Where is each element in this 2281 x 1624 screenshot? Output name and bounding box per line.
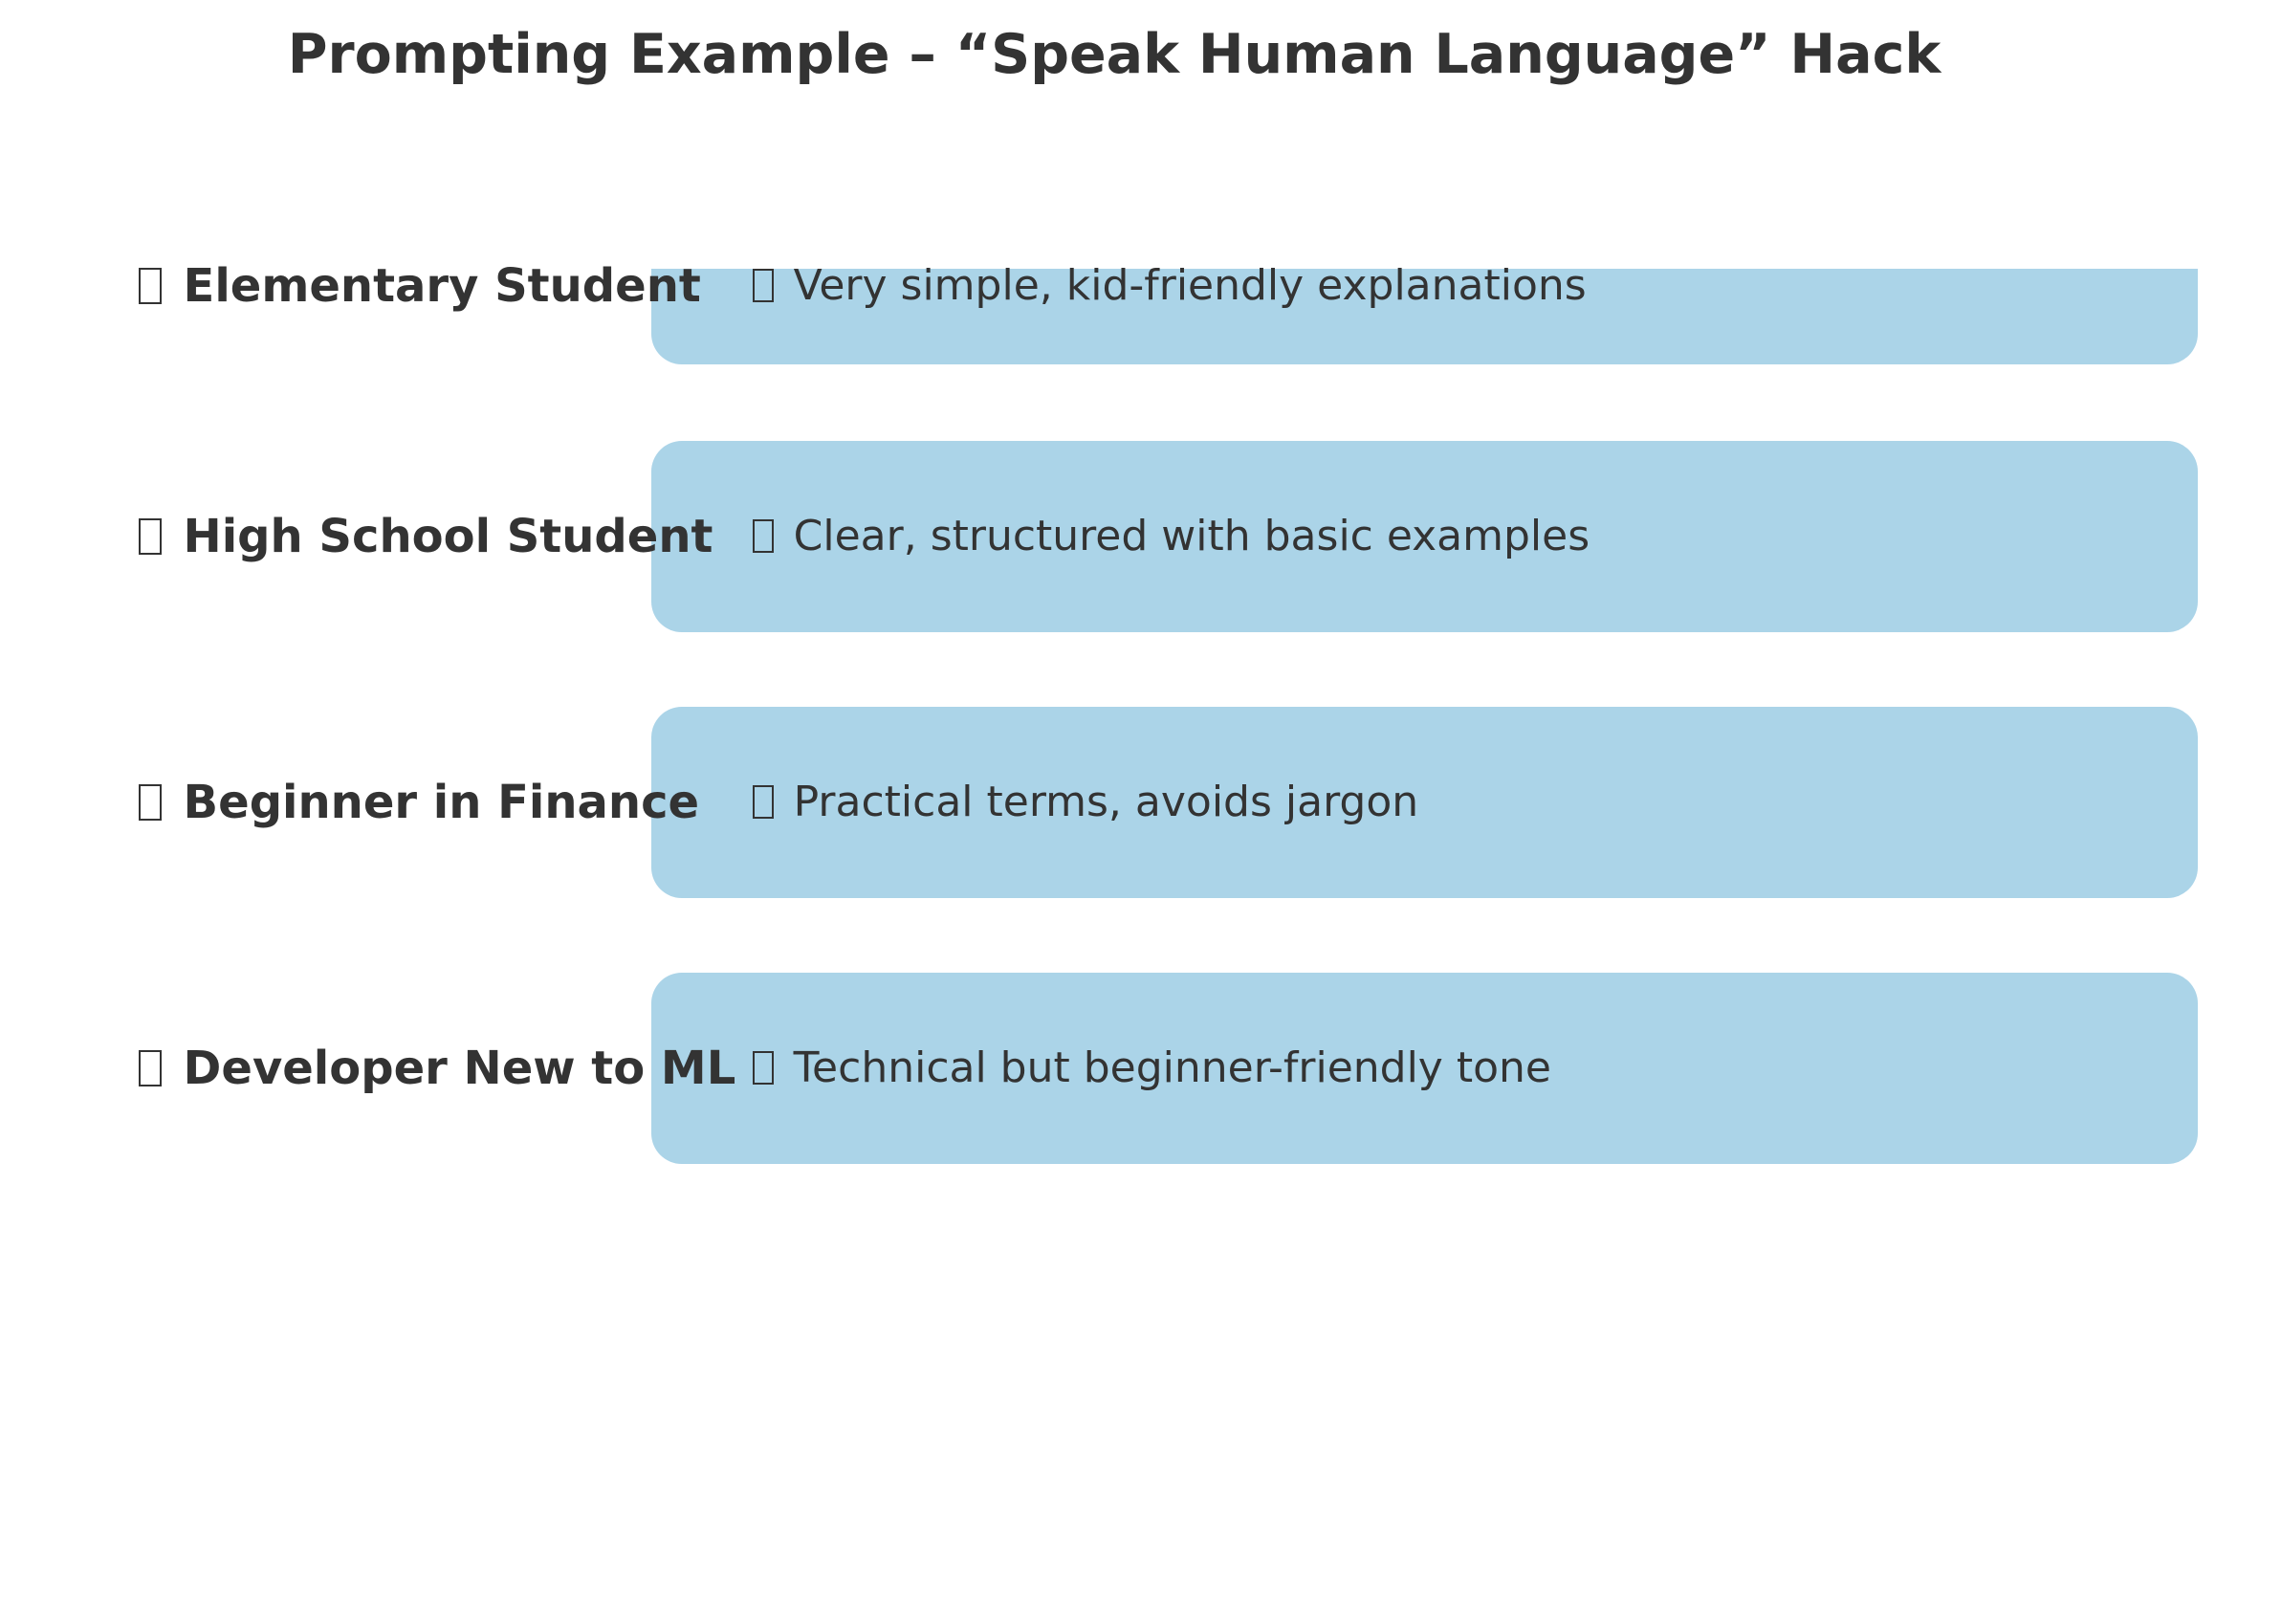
description-text: Very simple, kid-friendly explanations — [793, 261, 1587, 310]
description-text: Practical terms, avoids jargon — [793, 778, 1419, 826]
description-text: Technical but beginner-friendly tone — [793, 1043, 1551, 1092]
description-label — [753, 259, 1587, 313]
audience-label — [139, 774, 699, 831]
page-title: Prompting Example – “Speak Human Language” Hack — [287, 23, 1941, 86]
audience-row — [0, 707, 2281, 898]
audience-text: High School Student — [183, 510, 713, 563]
description-text: Clear, structured with basic examples — [793, 512, 1590, 560]
description-label — [753, 776, 1418, 829]
missing-glyph-icon — [139, 1040, 167, 1097]
description-label — [753, 510, 1590, 563]
audience-row — [0, 441, 2281, 632]
audience-row — [0, 190, 2281, 382]
missing-glyph-icon — [139, 508, 167, 565]
audience-label — [139, 508, 713, 565]
missing-glyph-icon — [139, 774, 167, 831]
audience-text: Developer New to ML — [183, 1042, 736, 1095]
description-label — [753, 1042, 1551, 1095]
audience-row — [0, 973, 2281, 1164]
missing-glyph-icon — [753, 259, 779, 313]
missing-glyph-icon — [139, 257, 167, 315]
audience-label — [139, 1040, 735, 1097]
audience-text: Beginner in Finance — [183, 776, 700, 829]
missing-glyph-icon — [753, 510, 779, 563]
missing-glyph-icon — [753, 776, 779, 829]
audience-label — [139, 257, 701, 315]
missing-glyph-icon — [753, 1042, 779, 1095]
audience-text: Elementary Student — [183, 259, 701, 313]
